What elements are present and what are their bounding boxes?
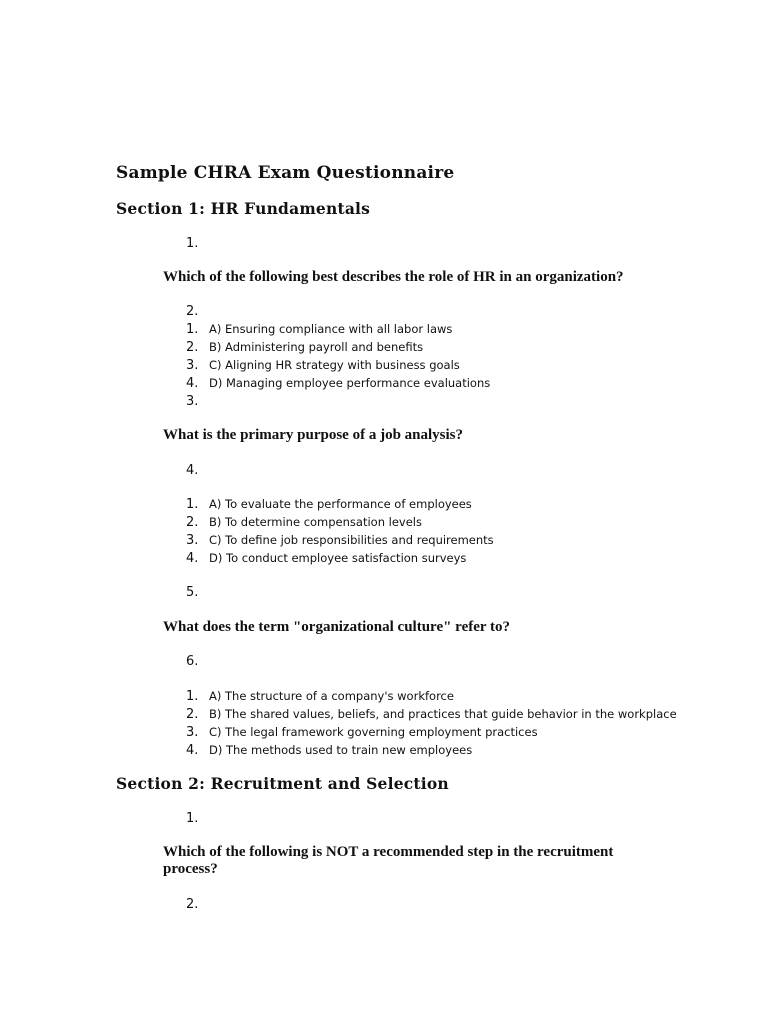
- option-number: 1.: [186, 322, 199, 337]
- option-number: 3.: [186, 725, 199, 740]
- answer-option: [186, 358, 460, 373]
- question-text: Which of the following best describes the role of HR in an organization?: [163, 269, 624, 285]
- answer-option: [186, 689, 454, 704]
- option-number: 2.: [186, 707, 199, 722]
- option-text: C) To define job responsibilities and requirements: [209, 533, 494, 547]
- list-number: 1.: [186, 236, 199, 251]
- option-text: C) The legal framework governing employment practices: [209, 725, 538, 739]
- option-number: 4.: [186, 551, 199, 566]
- question-text: Which of the following is NOT a recommended step in the recruitment process?: [163, 844, 614, 877]
- answer-option: [186, 376, 490, 391]
- answer-option: [186, 322, 452, 337]
- answer-option: [186, 725, 538, 740]
- answer-option: [186, 707, 677, 722]
- option-text: A) To evaluate the performance of employees: [209, 497, 472, 511]
- option-text: D) The methods used to train new employees: [209, 743, 473, 757]
- option-number: 2.: [186, 340, 199, 355]
- option-number: 1.: [186, 689, 199, 704]
- answer-option: [186, 551, 466, 566]
- list-number: 1.: [186, 811, 199, 826]
- option-text: A) Ensuring compliance with all labor laws: [209, 322, 453, 336]
- list-number: 2.: [186, 304, 199, 319]
- option-text: D) Managing employee performance evaluations: [209, 376, 491, 390]
- answer-option: [186, 497, 472, 512]
- option-text: D) To conduct employee satisfaction surveys: [209, 551, 467, 565]
- list-number: 4.: [186, 463, 199, 478]
- option-number: 3.: [186, 533, 199, 548]
- list-number: 6.: [186, 654, 199, 669]
- answer-option: [186, 533, 494, 548]
- option-text: B) To determine compensation levels: [209, 515, 422, 529]
- option-number: 3.: [186, 358, 199, 373]
- section-2-heading: Section 2: Recruitment and Selection: [116, 774, 449, 793]
- option-text: A) The structure of a company's workforce: [209, 689, 454, 703]
- list-number: 2.: [186, 897, 199, 912]
- question-text: What is the primary purpose of a job analysis?: [163, 427, 464, 443]
- option-number: 4.: [186, 376, 199, 391]
- option-number: 4.: [186, 743, 199, 758]
- list-number: 3.: [186, 394, 199, 409]
- answer-option: [186, 515, 422, 530]
- option-number: 2.: [186, 515, 199, 530]
- answer-option: [186, 743, 472, 758]
- list-number: 5.: [186, 585, 199, 600]
- option-text: B) The shared values, beliefs, and practices that guide behavior in the workplace: [209, 707, 677, 721]
- option-text: C) Aligning HR strategy with business goals: [209, 358, 460, 372]
- option-number: 1.: [186, 497, 199, 512]
- answer-option: [186, 340, 423, 355]
- document-title: Sample CHRA Exam Questionnaire: [116, 163, 455, 183]
- question-text: What does the term "organizational culture" refer to?: [163, 619, 511, 635]
- section-1-heading: Section 1: HR Fundamentals: [116, 199, 371, 218]
- option-text: B) Administering payroll and benefits: [209, 340, 424, 354]
